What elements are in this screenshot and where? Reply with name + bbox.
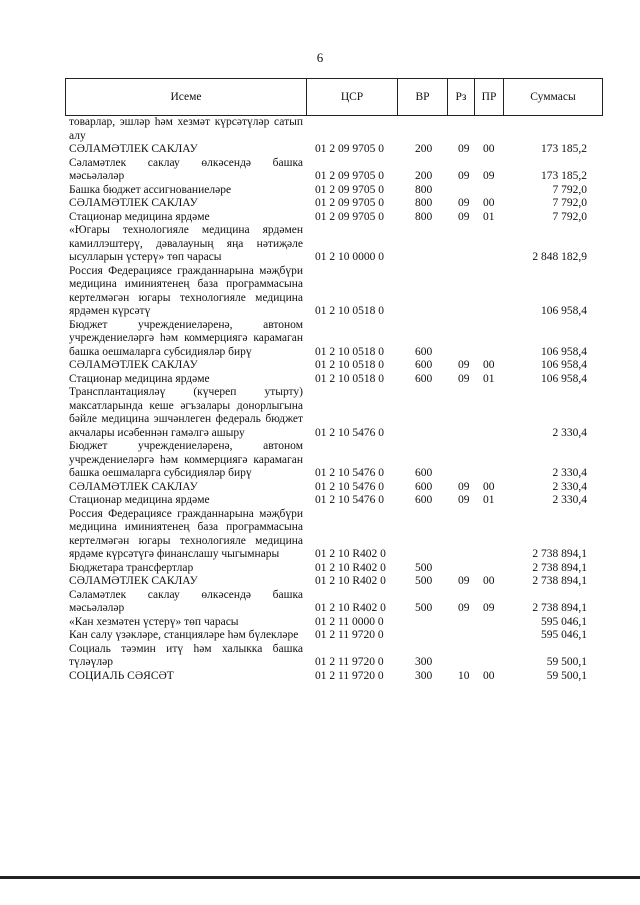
row-csr: 01 2 10 R402 0 — [315, 602, 386, 614]
table-row — [65, 562, 603, 576]
row-name: СОЦИАЛЬ СӘЯСӘТ — [69, 669, 174, 682]
header-vr: ВР — [397, 79, 447, 115]
row-sum: 2 330,4 — [552, 480, 587, 493]
row-csr: 01 2 10 R402 0 — [315, 561, 386, 574]
row-sum: 2 330,4 — [552, 467, 587, 479]
row-name: Стационар медицина ярдәме — [69, 372, 210, 385]
row-sum: 106 958,4 — [541, 305, 587, 317]
row-csr: 01 2 11 9720 0 — [315, 656, 384, 668]
row-vr: 600 — [415, 359, 433, 371]
row-name: Бюджет учреждениеләренә, автоном учреждениеләргә һәм коммерциягә карамаган башка оешмаларга субсидияләр бирү — [69, 440, 303, 479]
row-rz: 09 — [458, 359, 470, 371]
row-csr: 01 2 11 9720 0 — [315, 669, 384, 682]
table-row — [65, 670, 603, 684]
row-name: Стационар медицина ярдәме — [69, 494, 210, 506]
table-row — [65, 211, 603, 225]
table-row — [65, 143, 603, 157]
row-sum: 173 185,2 — [541, 143, 587, 155]
header-sum: Суммасы — [503, 79, 602, 115]
row-sum: 2 738 894,1 — [532, 575, 587, 587]
row-csr: 01 2 10 0518 0 — [315, 345, 384, 358]
row-name: Социаль тәэмин итү һәм халыкка башка түләүләр — [69, 642, 303, 668]
row-name: Стационар медицина ярдәме — [69, 210, 210, 223]
row-sum: 106 958,4 — [541, 345, 587, 358]
row-sum: 106 958,4 — [541, 372, 587, 385]
table-row — [65, 494, 603, 508]
row-sum: 106 958,4 — [541, 359, 587, 371]
row-pr: 00 — [483, 575, 495, 587]
row-csr: 01 2 10 R402 0 — [315, 575, 386, 587]
row-vr: 500 — [415, 561, 433, 574]
row-name: «Югары технологияле медицина ярдәмен камиллэштерү, дәвалауның яңа нәтиҗәле ысулларын үстерү» төп чарасы — [69, 224, 303, 263]
row-pr: 01 — [483, 372, 495, 385]
row-vr: 800 — [415, 183, 433, 196]
row-csr: 01 2 09 9705 0 — [315, 170, 384, 182]
row-name: СӘЛАМӘТЛЕК САКЛАУ — [69, 197, 198, 209]
row-rz: 09 — [458, 494, 470, 506]
row-rz: 09 — [458, 210, 470, 223]
row-name: СӘЛАМӘТЛЕК САКЛАУ — [69, 143, 198, 155]
row-csr: 01 2 10 5476 0 — [315, 494, 384, 506]
table-row — [65, 589, 603, 616]
row-rz: 09 — [458, 170, 470, 182]
table-row — [65, 116, 603, 143]
row-name: Сәламәтлек саклау өлкәсендә башка мәсьәләләр — [69, 588, 303, 614]
row-vr: 200 — [415, 170, 433, 182]
row-sum: 2 738 894,1 — [532, 548, 587, 560]
row-sum: 595 046,1 — [541, 629, 587, 641]
row-vr: 500 — [415, 575, 433, 587]
table-row — [65, 359, 603, 373]
row-csr: 01 2 11 0000 0 — [315, 615, 384, 628]
row-sum: 595 046,1 — [541, 615, 587, 628]
row-vr: 500 — [415, 602, 433, 614]
row-rz: 09 — [458, 197, 470, 209]
table-row — [65, 373, 603, 387]
row-csr: 01 2 10 0518 0 — [315, 359, 384, 371]
row-vr: 600 — [415, 467, 433, 479]
row-name: Россия Федерациясе гражданнарына мәҗбүри медицина иминиятенең база программасына кертелмәгән югары технологияле медицина ярдәмен күрсәтү — [69, 264, 303, 317]
row-sum: 2 848 182,9 — [532, 251, 587, 263]
table-row — [65, 157, 603, 184]
row-vr: 600 — [415, 372, 433, 385]
row-name: Сәламәтлек саклау өлкәсендә башка мәсьәләләр — [69, 156, 303, 182]
header-pr: ПР — [474, 79, 503, 115]
row-pr: 00 — [483, 480, 495, 493]
table-row — [65, 508, 603, 562]
row-csr: 01 2 10 0518 0 — [315, 305, 384, 317]
table-row — [65, 629, 603, 643]
row-name: СӘЛАМӘТЛЕК САКЛАУ — [69, 359, 198, 371]
row-rz: 09 — [458, 143, 470, 155]
header-name: Исеме — [170, 91, 202, 103]
row-csr: 01 2 09 9705 0 — [315, 197, 384, 209]
row-rz: 10 — [458, 669, 470, 682]
row-vr: 300 — [415, 669, 433, 682]
row-vr: 800 — [415, 210, 433, 223]
row-pr: 00 — [483, 143, 495, 155]
row-vr: 200 — [415, 143, 433, 155]
row-rz: 09 — [458, 575, 470, 587]
table-row — [65, 440, 603, 481]
budget-table — [65, 78, 603, 683]
row-vr: 600 — [415, 494, 433, 506]
row-pr: 00 — [483, 197, 495, 209]
table-row — [65, 319, 603, 360]
row-sum: 2 330,4 — [552, 426, 587, 439]
row-csr: 01 2 10 0000 0 — [315, 251, 384, 263]
row-name: Трансплантацияләү (күчереп утырту) максатларында кеше әгъзалары донорлыгына бәйле медицина эшчәнлеген федераль бюджет акчалары исәбеннән гамәлгә ашыру — [69, 386, 303, 439]
table-header — [65, 78, 603, 116]
row-vr: 600 — [415, 345, 433, 358]
row-name: товарлар, эшләр һәм хезмәт күрсәтүләр сатып алу — [69, 116, 303, 142]
row-csr: 01 2 09 9705 0 — [315, 210, 384, 223]
row-name: Бюджет учреждениеләренә, автоном учреждениеләргә һәм коммерциягә карамаган башка оешмаларга субсидияләр бирү — [69, 318, 303, 358]
row-name: «Кан хезмәтен үстерү» төп чарасы — [69, 615, 239, 628]
row-rz: 09 — [458, 372, 470, 385]
table-row — [65, 224, 603, 265]
row-csr: 01 2 10 0518 0 — [315, 372, 384, 385]
header-rz: Рз — [447, 79, 474, 115]
row-sum: 2 330,4 — [552, 494, 587, 506]
row-csr: 01 2 11 9720 0 — [315, 629, 384, 641]
table-body — [65, 116, 603, 683]
row-csr: 01 2 10 5476 0 — [315, 467, 384, 479]
row-sum: 2 738 894,1 — [532, 561, 587, 574]
row-vr: 800 — [415, 197, 433, 209]
row-sum: 7 792,0 — [552, 183, 587, 196]
row-rz: 09 — [458, 602, 470, 614]
row-pr: 00 — [483, 669, 495, 682]
row-pr: 09 — [483, 602, 495, 614]
row-rz: 09 — [458, 480, 470, 493]
row-pr: 01 — [483, 210, 495, 223]
row-vr: 600 — [415, 480, 433, 493]
row-csr: 01 2 09 9705 0 — [315, 183, 384, 196]
row-csr: 01 2 10 5476 0 — [315, 426, 384, 439]
table-row — [65, 616, 603, 630]
row-name: Башка бюджет ассигнованиеләре — [69, 183, 232, 196]
row-sum: 7 792,0 — [552, 197, 587, 209]
row-pr: 01 — [483, 494, 495, 506]
page-number: 6 — [316, 50, 324, 65]
table-row — [65, 643, 603, 670]
row-name: СӘЛАМӘТЛЕК САКЛАУ — [69, 480, 198, 493]
header-csr: ЦСР — [306, 79, 397, 115]
table-row — [65, 265, 603, 319]
row-vr: 300 — [415, 656, 433, 668]
table-row — [65, 184, 603, 198]
row-name: Кан салу үзәкләре, станцияләре һәм бүлекләре — [69, 629, 299, 641]
table-row — [65, 481, 603, 495]
row-name: СӘЛАМӘТЛЕК САКЛАУ — [69, 575, 198, 587]
table-row — [65, 386, 603, 440]
row-csr: 01 2 10 5476 0 — [315, 480, 384, 493]
row-pr: 09 — [483, 170, 495, 182]
row-csr: 01 2 10 R402 0 — [315, 548, 386, 560]
row-sum: 59 500,1 — [546, 669, 587, 682]
row-sum: 173 185,2 — [541, 170, 587, 182]
row-sum: 2 738 894,1 — [532, 602, 587, 614]
row-name: Россия Федерациясе гражданнарына мәҗбүри медицина иминиятенең база программасына кертелмәгән югары технологияле медицина ярдәме күрсәтүгә финанслашу чыгымнары — [69, 507, 303, 560]
page-bottom-rule — [0, 876, 640, 879]
row-name: Бюджетара трансфертлар — [69, 561, 194, 574]
table-row — [65, 575, 603, 589]
row-sum: 59 500,1 — [546, 656, 587, 668]
row-sum: 7 792,0 — [552, 210, 587, 223]
table-row — [65, 197, 603, 211]
row-pr: 00 — [483, 359, 495, 371]
row-csr: 01 2 09 9705 0 — [315, 143, 384, 155]
